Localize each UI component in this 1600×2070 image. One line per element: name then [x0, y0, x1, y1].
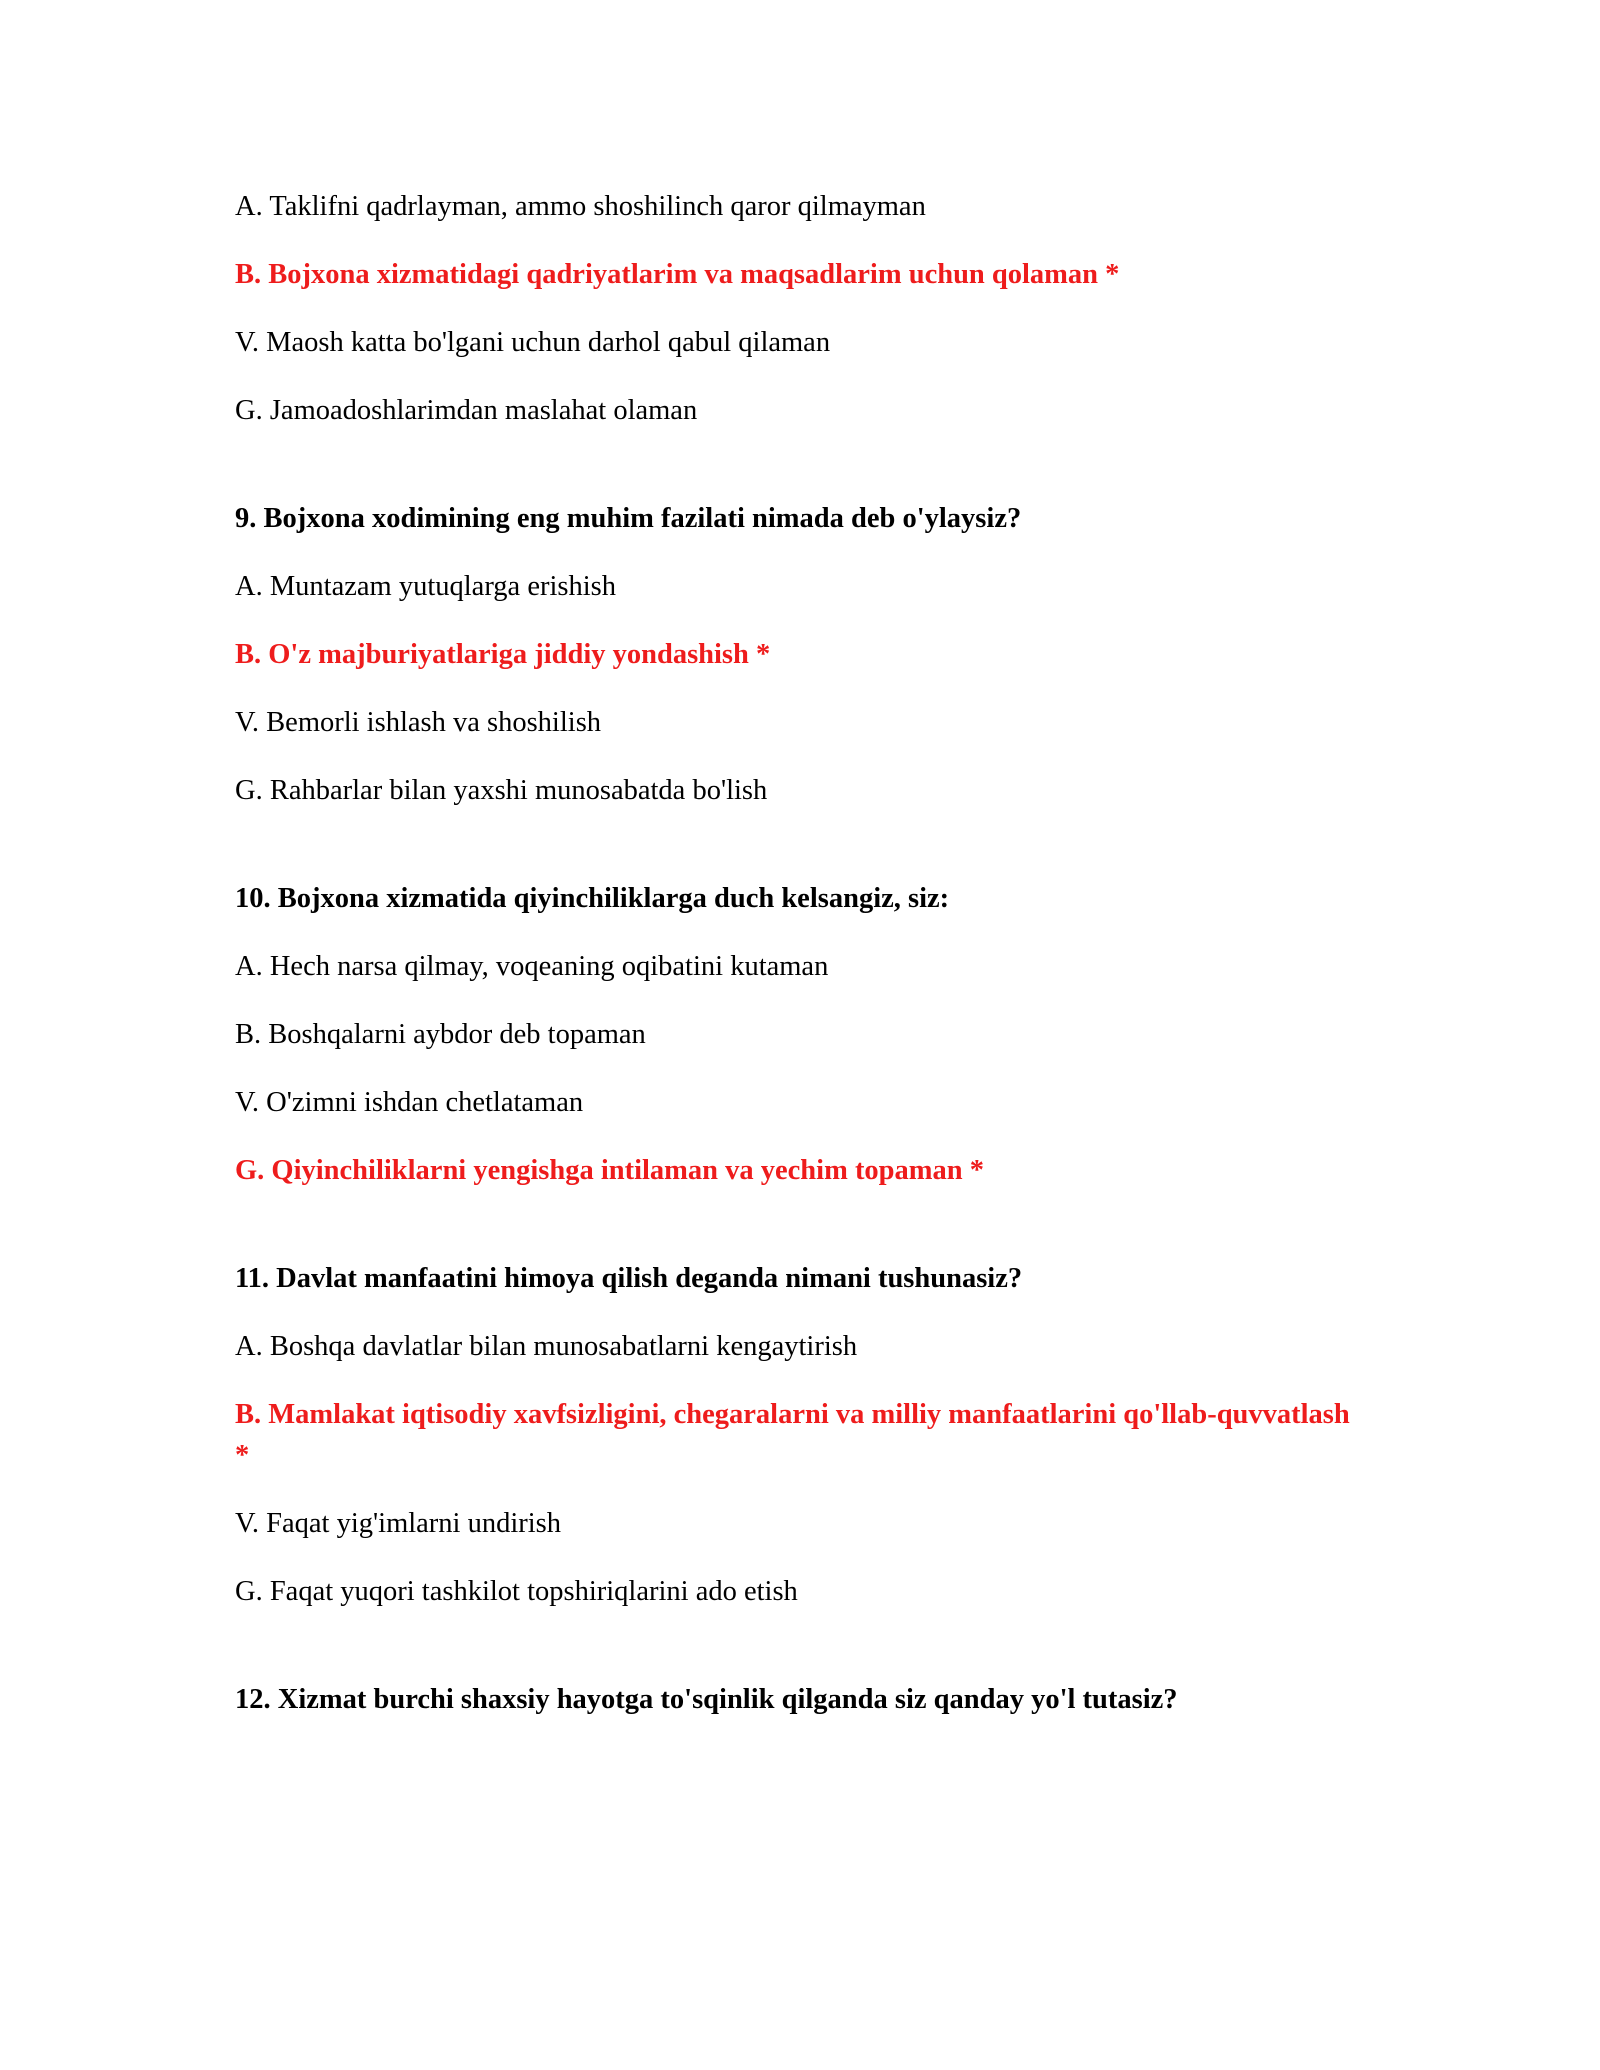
document-page — [235, 186, 1365, 1747]
option-g: G. Jamoadoshlarimdan maslahat olaman — [235, 395, 698, 426]
question-title: 12. Xizmat burchi shaxsiy hayotga to'sqinlik qilganda siz qanday yo'l tutasiz? — [235, 1684, 1178, 1715]
option-b: B. Boshqalarni aybdor deb topaman — [235, 1019, 646, 1050]
question-block-9 — [235, 498, 1365, 811]
option-v: V. Bemorli ishlash va shoshilish — [235, 707, 602, 738]
spacer — [235, 1612, 1365, 1679]
spacer — [235, 431, 1365, 498]
option-a: A. Taklifni qadrlayman, ammo shoshilinch qaror qilmayman — [235, 191, 926, 222]
option-a: A. Muntazam yutuqlarga erishish — [235, 571, 616, 602]
option-g: G. Faqat yuqori tashkilot topshiriqlarini ado etish — [235, 1576, 798, 1607]
option-b-correct: B. Mamlakat iqtisodiy xavfsizligini, chegaralarni va milliy manfaatlarini qo'llab-quvvatlash * — [235, 1399, 1350, 1471]
question-block-10 — [235, 878, 1365, 1191]
question-title: 11. Davlat manfaatini himoya qilish deganda nimani tushunasiz? — [235, 1263, 1023, 1294]
option-v: V. Faqat yig'imlarni undirish — [235, 1508, 562, 1539]
question-title: 10. Bojxona xizmatida qiyinchiliklarga duch kelsangiz, siz: — [235, 883, 950, 914]
option-a: A. Boshqa davlatlar bilan munosabatlarni kengaytirish — [235, 1331, 858, 1362]
option-v: V. O'zimni ishdan chetlataman — [235, 1087, 584, 1118]
question-title: 9. Bojxona xodimining eng muhim fazilati nimada deb o'ylaysiz? — [235, 503, 1022, 534]
option-a: A. Hech narsa qilmay, voqeaning oqibatini kutaman — [235, 951, 829, 982]
option-v: V. Maosh katta bo'lgani uchun darhol qabul qilaman — [235, 327, 831, 358]
spacer — [235, 1191, 1365, 1258]
question-block-8 — [235, 186, 1365, 431]
option-b-correct: B. O'z majburiyatlariga jiddiy yondashish * — [235, 639, 771, 670]
question-block-11 — [235, 1258, 1365, 1612]
option-g: G. Rahbarlar bilan yaxshi munosabatda bo'lish — [235, 775, 768, 806]
option-b-correct: B. Bojxona xizmatidagi qadriyatlarim va maqsadlarim uchun qolaman * — [235, 259, 1120, 290]
spacer — [235, 811, 1365, 878]
option-g-correct: G. Qiyinchiliklarni yengishga intilaman va yechim topaman * — [235, 1155, 985, 1186]
question-block-12 — [235, 1679, 1365, 1720]
